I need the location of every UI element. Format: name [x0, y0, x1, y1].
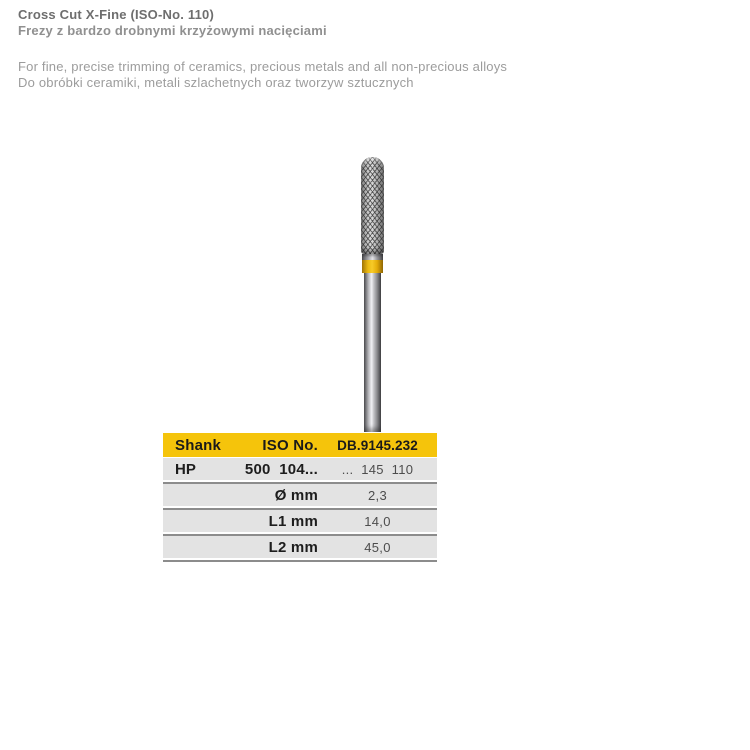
dimension-label: L2 mm	[268, 538, 318, 556]
page-title-pl: Frezy z bardzo drobnymi krzyżowymi nacięciami	[18, 23, 327, 38]
dimension-value: 2,3	[368, 487, 387, 503]
description-pl: Do obróbki ceramiki, metali szlachetnych oraz tworzyw sztucznych	[18, 74, 414, 90]
dimension-value: 14,0	[364, 513, 391, 529]
product-text-block	[18, 7, 507, 90]
shank-row	[163, 458, 437, 480]
dimension-label: Ø mm	[274, 486, 318, 504]
iso-number-prefix: 500 104...	[244, 460, 318, 478]
dimension-row-diameter	[163, 484, 437, 506]
shank-type: HP	[175, 460, 196, 478]
dimension-row-l1	[163, 510, 437, 532]
header-shank-label: Shank	[175, 436, 222, 454]
bur-shank	[364, 273, 381, 432]
header-order-number: DB.9145.232	[337, 437, 418, 453]
dimension-label: L1 mm	[268, 512, 318, 530]
dimension-row-l2	[163, 536, 437, 558]
spec-table-header	[163, 433, 437, 457]
dimension-value: 45,0	[364, 539, 391, 555]
bur-color-band	[362, 260, 383, 273]
table-divider	[163, 558, 437, 562]
page-title-en: Cross Cut X-Fine (ISO-No. 110)	[18, 7, 214, 22]
product-description	[18, 59, 507, 90]
iso-number-suffix: ... 145 110	[341, 461, 414, 477]
spec-table	[163, 433, 437, 562]
header-iso-label: ISO No.	[262, 436, 318, 454]
bur-cross-cut-head	[361, 157, 384, 254]
bur-image	[361, 157, 384, 432]
description-en: For fine, precise trimming of ceramics, precious metals and all non-precious alloys	[18, 59, 508, 74]
